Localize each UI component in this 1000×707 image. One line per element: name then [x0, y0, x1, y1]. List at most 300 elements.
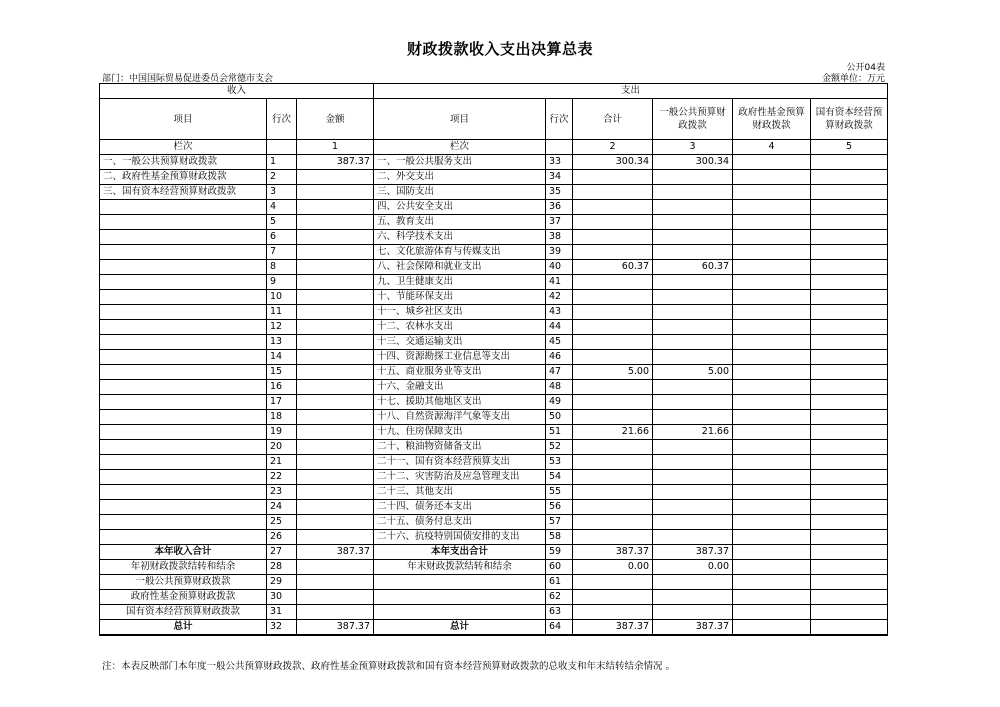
expense-total: 300.34 [573, 155, 653, 170]
expense-state [811, 260, 888, 275]
cell [297, 605, 374, 620]
cell [733, 575, 811, 590]
expense-line: 49 [546, 395, 573, 410]
table-row [100, 440, 888, 455]
cell [297, 590, 374, 605]
unit-label: 金额单位：万元 [821, 74, 885, 84]
expense-state [811, 215, 888, 230]
expense-state [811, 335, 888, 350]
table-row [100, 305, 888, 320]
expense-fund [733, 470, 811, 485]
sub-state-line: 31 [267, 605, 297, 620]
expense-item: 八、社会保障和就业支出 [374, 260, 546, 275]
table-row [100, 290, 888, 305]
table-row [100, 470, 888, 485]
cell [374, 575, 546, 590]
cell [573, 605, 653, 620]
expense-general [653, 335, 733, 350]
expense-line: 54 [546, 470, 573, 485]
income-line: 17 [267, 395, 297, 410]
grand-total-label-2: 总计 [374, 620, 546, 636]
expense-line: 34 [546, 170, 573, 185]
expense-state [811, 395, 888, 410]
expense-line: 46 [546, 350, 573, 365]
expense-general: 5.00 [653, 365, 733, 380]
income-item [100, 395, 267, 410]
cell [811, 575, 888, 590]
col-income-line: 行次 [267, 99, 297, 140]
expense-state [811, 380, 888, 395]
expense-general [653, 350, 733, 365]
expense-item: 二十二、灾害防治及应急管理支出 [374, 470, 546, 485]
expense-total [573, 380, 653, 395]
cell [374, 590, 546, 605]
table-row [100, 485, 888, 500]
expense-line: 33 [546, 155, 573, 170]
income-amount [297, 485, 374, 500]
income-amount [297, 215, 374, 230]
lanci-5: 5 [811, 140, 888, 155]
expense-line: 40 [546, 260, 573, 275]
expense-total [573, 185, 653, 200]
expense-item: 十九、住房保障支出 [374, 425, 546, 440]
expense-item: 七、文化旅游体育与传媒支出 [374, 245, 546, 260]
expense-general: 300.34 [653, 155, 733, 170]
income-item [100, 470, 267, 485]
income-amount [297, 530, 374, 545]
department-label: 部门：中国国际贸易促进委员会常德市支会 [102, 74, 274, 84]
table-row [100, 260, 888, 275]
expense-general [653, 395, 733, 410]
expense-fund [733, 275, 811, 290]
table-row [100, 275, 888, 290]
table-row [100, 500, 888, 515]
income-line: 26 [267, 530, 297, 545]
expense-general: 60.37 [653, 260, 733, 275]
expense-item: 十八、自然资源海洋气象等支出 [374, 410, 546, 425]
sub-expense-line-63: 63 [546, 605, 573, 620]
expense-total-line: 59 [546, 545, 573, 560]
cell [733, 605, 811, 620]
expense-fund [733, 245, 811, 260]
table-row [100, 380, 888, 395]
lanci-3: 3 [653, 140, 733, 155]
expense-item: 十三、交通运输支出 [374, 335, 546, 350]
expense-general [653, 530, 733, 545]
income-amount [297, 365, 374, 380]
col-income-amount: 金额 [297, 99, 374, 140]
income-item [100, 515, 267, 530]
expense-item: 二十四、债务还本支出 [374, 500, 546, 515]
income-item: 一、一般公共预算财政拨款 [100, 155, 267, 170]
sub-fund-line: 30 [267, 590, 297, 605]
table-row [100, 170, 888, 185]
expense-item: 十、节能环保支出 [374, 290, 546, 305]
expense-line: 55 [546, 485, 573, 500]
carry-out-general: 0.00 [653, 560, 733, 575]
cell [811, 605, 888, 620]
col-income-item: 项目 [100, 99, 267, 140]
expense-fund [733, 155, 811, 170]
income-amount [297, 335, 374, 350]
expense-fund [733, 215, 811, 230]
income-line: 11 [267, 305, 297, 320]
expense-fund [733, 530, 811, 545]
income-line: 4 [267, 200, 297, 215]
expense-item: 十六、金融支出 [374, 380, 546, 395]
expense-general [653, 485, 733, 500]
table-row [100, 365, 888, 380]
table-row [100, 410, 888, 425]
expense-line: 51 [546, 425, 573, 440]
expense-total [573, 320, 653, 335]
income-item [100, 380, 267, 395]
carry-in-line: 28 [267, 560, 297, 575]
income-amount [297, 245, 374, 260]
income-amount [297, 455, 374, 470]
grand-total-amount: 387.37 [297, 620, 374, 636]
budget-table [99, 83, 888, 636]
cell [573, 590, 653, 605]
expense-total [573, 200, 653, 215]
expense-general [653, 290, 733, 305]
expense-item: 二十三、其他支出 [374, 485, 546, 500]
expense-fund [733, 260, 811, 275]
expense-total [573, 230, 653, 245]
income-line: 21 [267, 455, 297, 470]
lanci-label: 栏次 [100, 140, 267, 155]
expense-general [653, 275, 733, 290]
expense-state [811, 425, 888, 440]
expense-total [573, 290, 653, 305]
income-line: 22 [267, 470, 297, 485]
expense-state [811, 500, 888, 515]
expense-fund [733, 485, 811, 500]
footnote: 注：本表反映部门本年度一般公共预算财政拨款、政府性基金预算财政拨款和国有资本经营预算财政拨款的总收支和年末结转结余情况 。 [102, 661, 676, 672]
income-line: 25 [267, 515, 297, 530]
expense-general: 21.66 [653, 425, 733, 440]
sub-general-line: 29 [267, 575, 297, 590]
expense-total [573, 530, 653, 545]
expense-line: 43 [546, 305, 573, 320]
expense-state [811, 365, 888, 380]
grand-total-sum: 387.37 [573, 620, 653, 636]
col-state-capital: 国有资本经营预算财政拨款 [811, 99, 888, 140]
lanci-label-2: 栏次 [374, 140, 546, 155]
expense-item: 九、卫生健康支出 [374, 275, 546, 290]
expense-state [811, 185, 888, 200]
table-row [100, 245, 888, 260]
page-title: 财政拨款收入支出决算总表 [406, 40, 593, 58]
income-amount [297, 350, 374, 365]
income-line: 12 [267, 320, 297, 335]
income-amount [297, 410, 374, 425]
expense-state [811, 245, 888, 260]
income-item [100, 365, 267, 380]
income-item [100, 410, 267, 425]
income-amount [297, 425, 374, 440]
expense-item: 十七、援助其他地区支出 [374, 395, 546, 410]
cell [733, 560, 811, 575]
cell [733, 545, 811, 560]
expense-line: 42 [546, 290, 573, 305]
expense-fund [733, 320, 811, 335]
income-item [100, 440, 267, 455]
expense-total [573, 485, 653, 500]
income-line: 24 [267, 500, 297, 515]
income-line: 5 [267, 215, 297, 230]
income-item [100, 335, 267, 350]
income-item: 三、国有资本经营预算财政拨款 [100, 185, 267, 200]
expense-item: 十五、商业服务业等支出 [374, 365, 546, 380]
expense-total: 60.37 [573, 260, 653, 275]
expense-fund [733, 380, 811, 395]
expense-state [811, 485, 888, 500]
income-item [100, 500, 267, 515]
income-line: 13 [267, 335, 297, 350]
expense-item: 一、一般公共服务支出 [374, 155, 546, 170]
income-line: 2 [267, 170, 297, 185]
income-amount: 387.37 [297, 155, 374, 170]
expense-total [573, 395, 653, 410]
income-line: 23 [267, 485, 297, 500]
expense-state [811, 305, 888, 320]
income-amount [297, 515, 374, 530]
expense-total [573, 500, 653, 515]
expense-item: 二十、粮油物资储备支出 [374, 440, 546, 455]
col-general-budget: 一般公共预算财政拨款 [653, 99, 733, 140]
lanci-1: 1 [297, 140, 374, 155]
grand-total-line: 32 [267, 620, 297, 636]
expense-fund [733, 335, 811, 350]
table-row [100, 155, 888, 170]
expense-state [811, 320, 888, 335]
expense-fund [733, 200, 811, 215]
income-amount [297, 200, 374, 215]
expense-item: 三、国防支出 [374, 185, 546, 200]
expense-line: 53 [546, 455, 573, 470]
income-item [100, 275, 267, 290]
expense-total [573, 470, 653, 485]
col-total: 合计 [573, 99, 653, 140]
cell [811, 620, 888, 636]
expense-fund [733, 515, 811, 530]
table-row [100, 185, 888, 200]
expense-line: 48 [546, 380, 573, 395]
income-line: 7 [267, 245, 297, 260]
expense-general [653, 305, 733, 320]
income-amount [297, 305, 374, 320]
income-total-label: 本年收入合计 [100, 545, 267, 560]
cell [374, 605, 546, 620]
expense-fund [733, 410, 811, 425]
cell [573, 575, 653, 590]
expense-line: 56 [546, 500, 573, 515]
expense-line: 47 [546, 365, 573, 380]
table-row [100, 530, 888, 545]
income-item [100, 245, 267, 260]
expense-state [811, 515, 888, 530]
expense-general [653, 515, 733, 530]
expense-item: 十四、资源勘探工业信息等支出 [374, 350, 546, 365]
expense-fund [733, 170, 811, 185]
expense-fund [733, 350, 811, 365]
expense-general [653, 320, 733, 335]
expense-line: 57 [546, 515, 573, 530]
income-item [100, 230, 267, 245]
expense-line: 52 [546, 440, 573, 455]
expense-fund [733, 425, 811, 440]
income-line: 14 [267, 350, 297, 365]
expense-total [573, 410, 653, 425]
expense-item: 十一、城乡社区支出 [374, 305, 546, 320]
expense-item: 十二、农林水支出 [374, 320, 546, 335]
expense-total [573, 455, 653, 470]
grand-total-line-2: 64 [546, 620, 573, 636]
income-line: 10 [267, 290, 297, 305]
income-item [100, 455, 267, 470]
table-row [100, 455, 888, 470]
table-row [100, 320, 888, 335]
expense-general [653, 185, 733, 200]
carry-out-sum: 0.00 [573, 560, 653, 575]
expense-total: 5.00 [573, 365, 653, 380]
col-expense-item: 项目 [374, 99, 546, 140]
income-item [100, 260, 267, 275]
income-line: 9 [267, 275, 297, 290]
expense-line: 44 [546, 320, 573, 335]
expense-fund [733, 500, 811, 515]
expense-general [653, 200, 733, 215]
expense-general [653, 170, 733, 185]
expense-item: 五、教育支出 [374, 215, 546, 230]
sub-general-label: 一般公共预算财政拨款 [100, 575, 267, 590]
expense-fund [733, 365, 811, 380]
expense-total [573, 215, 653, 230]
expense-state [811, 470, 888, 485]
expense-total [573, 515, 653, 530]
cell [653, 590, 733, 605]
expense-total [573, 245, 653, 260]
expense-line: 37 [546, 215, 573, 230]
carry-in-label: 年初财政拨款结转和结余 [100, 560, 267, 575]
expense-general [653, 500, 733, 515]
expense-total-label: 本年支出合计 [374, 545, 546, 560]
col-expense-line: 行次 [546, 99, 573, 140]
income-line: 8 [267, 260, 297, 275]
sub-expense-line-62: 62 [546, 590, 573, 605]
income-line: 3 [267, 185, 297, 200]
expense-line: 58 [546, 530, 573, 545]
expense-general [653, 440, 733, 455]
income-total-line: 27 [267, 545, 297, 560]
expense-general [653, 245, 733, 260]
income-line: 20 [267, 440, 297, 455]
lanci-2: 2 [573, 140, 653, 155]
expense-fund [733, 395, 811, 410]
expense-line: 35 [546, 185, 573, 200]
expense-state [811, 290, 888, 305]
income-item [100, 485, 267, 500]
cell [653, 575, 733, 590]
expense-fund [733, 305, 811, 320]
cell [653, 605, 733, 620]
income-amount [297, 500, 374, 515]
table-row [100, 350, 888, 365]
income-item [100, 290, 267, 305]
carry-out-line: 60 [546, 560, 573, 575]
expense-line: 39 [546, 245, 573, 260]
expense-line: 50 [546, 410, 573, 425]
expense-state [811, 155, 888, 170]
grand-total-general: 387.37 [653, 620, 733, 636]
expense-item: 二十一、国有资本经营预算支出 [374, 455, 546, 470]
table-row [100, 395, 888, 410]
income-amount [297, 185, 374, 200]
table-row [100, 515, 888, 530]
income-line: 19 [267, 425, 297, 440]
income-amount [297, 470, 374, 485]
expense-total [573, 350, 653, 365]
income-amount [297, 260, 374, 275]
expense-total: 21.66 [573, 425, 653, 440]
expense-general [653, 455, 733, 470]
expense-state [811, 455, 888, 470]
expense-general [653, 215, 733, 230]
income-item [100, 200, 267, 215]
income-item [100, 425, 267, 440]
expense-total [573, 170, 653, 185]
expense-total-general: 387.37 [653, 545, 733, 560]
expense-total-sum: 387.37 [573, 545, 653, 560]
expense-item: 二十五、债务付息支出 [374, 515, 546, 530]
expense-item: 二十六、抗疫特别国债安排的支出 [374, 530, 546, 545]
income-amount [297, 320, 374, 335]
expense-fund [733, 440, 811, 455]
sub-fund-label: 政府性基金预算财政拨款 [100, 590, 267, 605]
expense-fund [733, 455, 811, 470]
expense-state [811, 410, 888, 425]
table-row [100, 230, 888, 245]
expense-total [573, 305, 653, 320]
cell [297, 575, 374, 590]
expense-state [811, 275, 888, 290]
cell [297, 560, 374, 575]
expense-fund [733, 290, 811, 305]
expense-state [811, 530, 888, 545]
income-item [100, 350, 267, 365]
expense-total [573, 440, 653, 455]
income-line: 6 [267, 230, 297, 245]
lanci-cell [267, 140, 297, 155]
lanci-cell [546, 140, 573, 155]
expense-fund [733, 185, 811, 200]
sub-expense-line-61: 61 [546, 575, 573, 590]
expense-item: 二、外交支出 [374, 170, 546, 185]
cell [733, 590, 811, 605]
form-number: 公开04表 [846, 63, 885, 73]
expense-general [653, 380, 733, 395]
expense-state [811, 230, 888, 245]
income-line: 16 [267, 380, 297, 395]
sub-state-label: 国有资本经营预算财政拨款 [100, 605, 267, 620]
income-item [100, 320, 267, 335]
expense-item: 六、科学技术支出 [374, 230, 546, 245]
cell [811, 560, 888, 575]
table-row [100, 200, 888, 215]
expense-line: 41 [546, 275, 573, 290]
income-amount [297, 275, 374, 290]
